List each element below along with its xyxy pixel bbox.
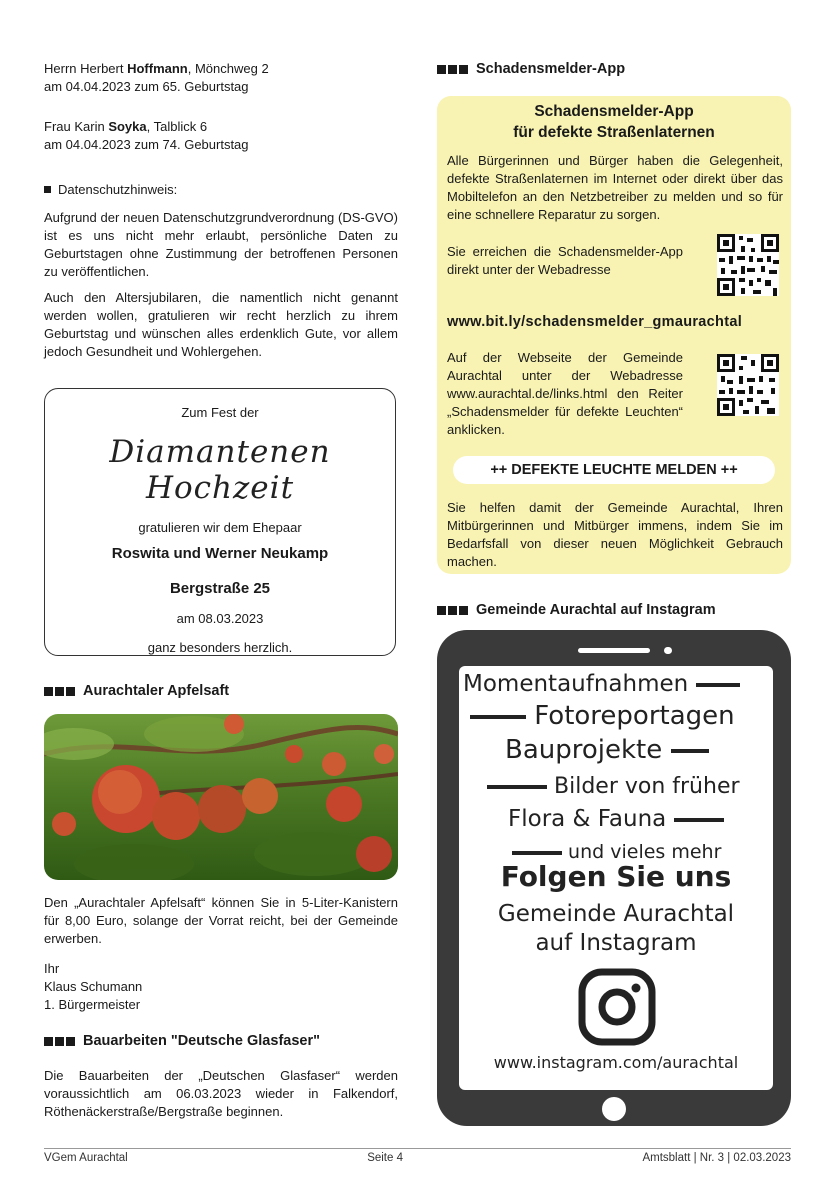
apfelsaft-text: Den „Aurachtaler Apfelsaft“ können Sie in 5-Liter-Kanistern für 8,00 Euro, solange der Vorrat reicht, bei der Gemeinde erwerben.	[44, 895, 398, 946]
dash-decor	[470, 715, 526, 719]
birthday-date: am 04.04.2023 zum 74. Geburtstag	[44, 137, 249, 152]
wedding-closing: ganz besonders herzlich.	[147, 640, 293, 655]
birthday-entry-1	[44, 60, 344, 96]
dash-decor	[696, 683, 740, 687]
birthday-date: am 04.04.2023 zum 65. Geburtstag	[44, 79, 249, 94]
apple-photo-illustration	[44, 714, 398, 880]
apple-tree-photo	[44, 714, 398, 880]
box-title-line-1: Schadensmelder-App	[534, 103, 694, 120]
schadensmelder-website: Auf der Webseite der Gemeinde Aurachtal unter der Webadresse www.aurachtal.de/links.html den Reiter „Schadensmelder für defekte Leuchten“ anklicken.	[447, 350, 683, 437]
glasfaser-text: Die Bauarbeiten der „Deutschen Glasfaser“ werden voraussichtlich am 06.03.2023 wieder in Falkendorf, Röthenäckerstraße/Bergstraße beginnen.	[44, 1068, 398, 1119]
wedding-street: Bergstraße 25	[169, 580, 271, 597]
ig-line-5	[508, 806, 724, 832]
schadensmelder-reach: Sie erreichen die Schadensmelder-App direkt unter der Webadresse	[447, 244, 683, 277]
birthday-surname: Soyka	[108, 119, 147, 134]
section-squares-icon	[44, 1037, 75, 1046]
qr-code-icon[interactable]	[717, 234, 779, 296]
birthday-entry-2	[44, 118, 344, 154]
ig-org-line-1: Gemeinde Aurachtal	[497, 901, 735, 927]
privacy-paragraph-1: Aufgrund der neuen Datenschutzgrundverordnung (DS-GVO) ist es uns nicht mehr erlaubt, persönliche Daten zu Geburtstagen ohne Zustimmung der betroffenen Personen zu veröffentlichen.	[44, 210, 398, 279]
wedding-congrats: gratulieren wir dem Ehepaar	[138, 520, 302, 535]
apfelsaft-heading	[44, 683, 229, 699]
wedding-title: Diamantenen Hochzeit	[109, 434, 331, 506]
wedding-date: am 08.03.2023	[176, 611, 264, 626]
instagram-logo-icon[interactable]	[578, 968, 656, 1046]
schadensmelder-intro: Alle Bürgerinnen und Bürger haben die Gelegenheit, defekte Straßenlaternen im Internet oder direkt über das Mobiltelefon an den Netzbetreiber zu melden und so für eine schnellere Reparatur zu sorgen.	[447, 153, 783, 222]
signature	[44, 960, 344, 1014]
diamond-wedding-box	[44, 388, 396, 656]
phone-speaker	[578, 648, 650, 653]
schadensmelder-box	[437, 96, 791, 574]
section-squares-icon	[44, 687, 75, 696]
box-title-line-2: für defekte Straßenlaternen	[513, 124, 715, 141]
privacy-heading-label: Datenschutzhinweis:	[58, 182, 178, 197]
wedding-intro: Zum Fest der	[181, 405, 259, 420]
phone-camera	[664, 647, 672, 654]
ig-line-4-text: Bilder von früher	[554, 774, 740, 799]
section-squares-icon	[437, 65, 468, 74]
privacy-paragraph-2: Auch den Altersjubilaren, die namentlich nicht genannt werden wollen, gratulieren wir recht herzlich zu ihrem Geburtstag und wünschen alles erdenklich Gute, vor allem jedoch Gesundheit und Wohlergehen.	[44, 290, 398, 359]
glasfaser-heading	[44, 1033, 320, 1049]
glasfaser-heading-label: Bauarbeiten "Deutsche Glasfaser"	[83, 1033, 320, 1049]
footer-page-number: Seite 4	[367, 1152, 403, 1164]
ig-org-line-2: auf Instagram	[535, 930, 697, 956]
privacy-heading	[44, 181, 398, 199]
instagram-heading	[437, 602, 716, 618]
report-defective-light-button[interactable]: ++ DEFEKTE LEUCHTE MELDEN ++	[453, 456, 775, 484]
section-squares-icon	[437, 606, 468, 615]
dash-decor	[512, 851, 562, 855]
birthday-prefix: Herrn Herbert	[44, 61, 128, 76]
signature-name: Klaus Schumann	[44, 979, 143, 994]
ig-line-2	[470, 701, 735, 731]
wedding-couple: Roswita und Werner Neukamp	[111, 545, 329, 562]
phone-home-button	[602, 1097, 626, 1121]
schadensmelder-heading	[437, 61, 625, 77]
ig-line-6-text: und vieles mehr	[568, 841, 722, 863]
ig-line-4	[487, 774, 740, 799]
birthday-surname: Hoffmann	[127, 61, 188, 76]
signature-line: Ihr	[44, 961, 60, 976]
ig-org	[459, 900, 773, 958]
apfelsaft-heading-label: Aurachtaler Apfelsaft	[83, 683, 230, 699]
signature-title: 1. Bürgermeister	[44, 997, 141, 1012]
page-footer	[44, 1148, 791, 1164]
ig-line-2-text: Fotoreportagen	[534, 701, 735, 731]
dash-decor	[487, 785, 547, 789]
ig-line-3-text: Bauprojekte	[505, 735, 663, 765]
ig-line-5-text: Flora & Fauna	[508, 806, 667, 832]
schadensmelder-box-title	[437, 101, 791, 143]
schadensmelder-closing: Sie helfen damit der Gemeinde Aurachtal, Ihren Mitbürgerinnen und Mitbürger immens, indem Sie im Bedarfsfall von dieser neuen Möglichkeit Gebrauch machen.	[447, 500, 783, 569]
ig-line-1-text: Momentaufnahmen	[463, 671, 689, 697]
dash-decor	[671, 749, 709, 753]
birthday-address: , Mönchweg 2	[187, 61, 269, 76]
ig-line-1	[463, 671, 740, 697]
ig-follow: Folgen Sie uns	[500, 860, 732, 893]
bullet-square-icon	[44, 186, 51, 193]
footer-issue: Amtsblatt | Nr. 3 | 02.03.2023	[642, 1152, 791, 1164]
schadensmelder-heading-label: Schadensmelder-App	[476, 61, 626, 77]
instagram-heading-label: Gemeinde Aurachtal auf Instagram	[476, 602, 716, 618]
schadensmelder-url[interactable]: www.bit.ly/schadensmelder_gmaurachtal	[447, 314, 743, 330]
footer-left: VGem Aurachtal	[44, 1152, 128, 1164]
ig-line-3	[505, 735, 709, 765]
dash-decor	[674, 818, 724, 822]
instagram-url[interactable]: www.instagram.com/aurachtal	[493, 1053, 739, 1072]
birthday-prefix: Frau Karin	[44, 119, 109, 134]
birthday-address: , Talblick 6	[146, 119, 208, 134]
qr-code-icon[interactable]	[717, 354, 779, 416]
